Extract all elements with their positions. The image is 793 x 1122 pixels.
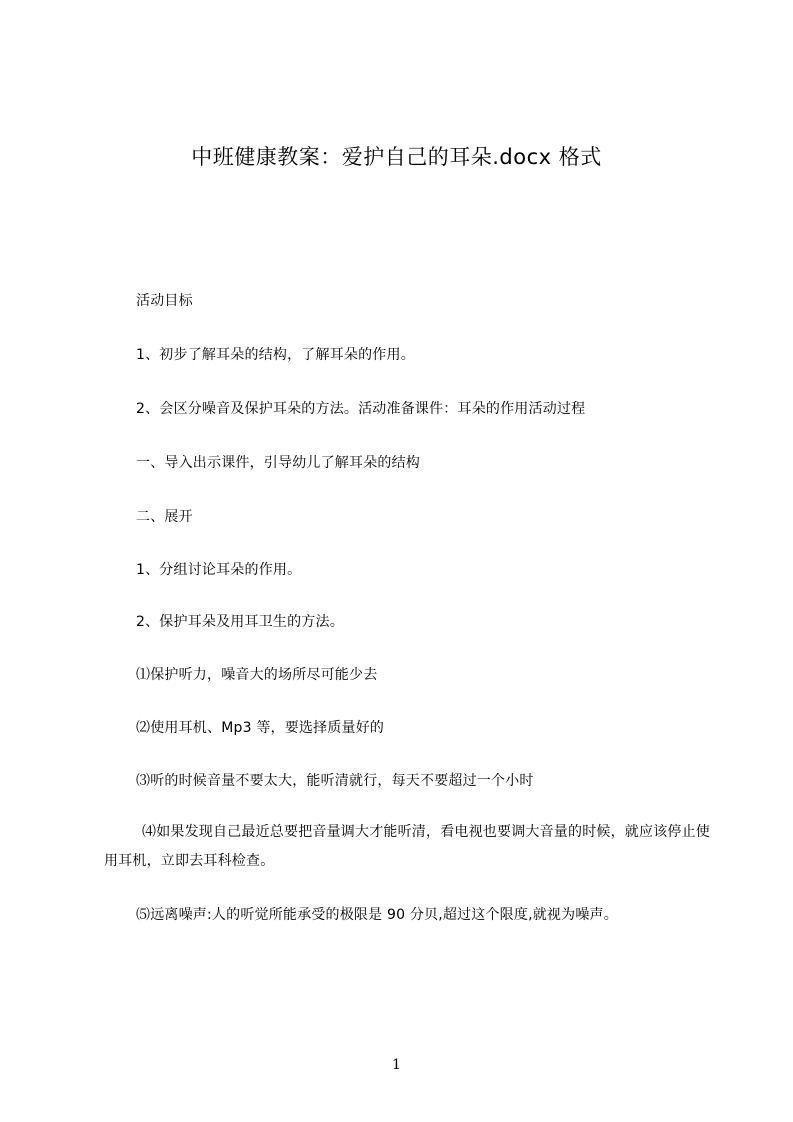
- list-item-2: ⑵使用耳机、Mp3 等，要选择质量好的: [136, 720, 385, 736]
- list-item-1: ⑴保护听力，噪音大的场所尽可能少去: [136, 667, 378, 683]
- paragraph-goal-2: 2、会区分噪音及保护耳朵的方法。活动准备课件：耳朵的作用活动过程: [136, 401, 586, 417]
- list-item-4: ⑷如果发现自己最近总要把音量调大才能听清，看电视也要调大音量的时候，就应该停止使用耳机，立即去耳科检查。: [104, 824, 710, 869]
- document-title: 中班健康教案：爱护自己的耳朵.docx 格式: [191, 145, 602, 169]
- section-heading-activity-goals: 活动目标: [136, 293, 193, 309]
- paragraph-step-2: 二、展开: [136, 509, 193, 525]
- paragraph-protect-methods: 2、保护耳朵及用耳卫生的方法。: [136, 614, 344, 630]
- paragraph-discussion: 1、分组讨论耳朵的作用。: [136, 562, 302, 578]
- page-number: 1: [392, 1057, 401, 1073]
- list-item-5: ⑸远离噪声:人的听觉所能承受的极限是 90 分贝,超过这个限度,就视为噪声。: [136, 907, 618, 923]
- paragraph-step-1: 一、导入出示课件，引导幼儿了解耳朵的结构: [136, 455, 420, 471]
- list-item-3: ⑶听的时候音量不要太大，能听清就行，每天不要超过一个小时: [136, 773, 534, 789]
- paragraph-goal-1: 1、初步了解耳朵的结构，了解耳朵的作用。: [136, 347, 415, 363]
